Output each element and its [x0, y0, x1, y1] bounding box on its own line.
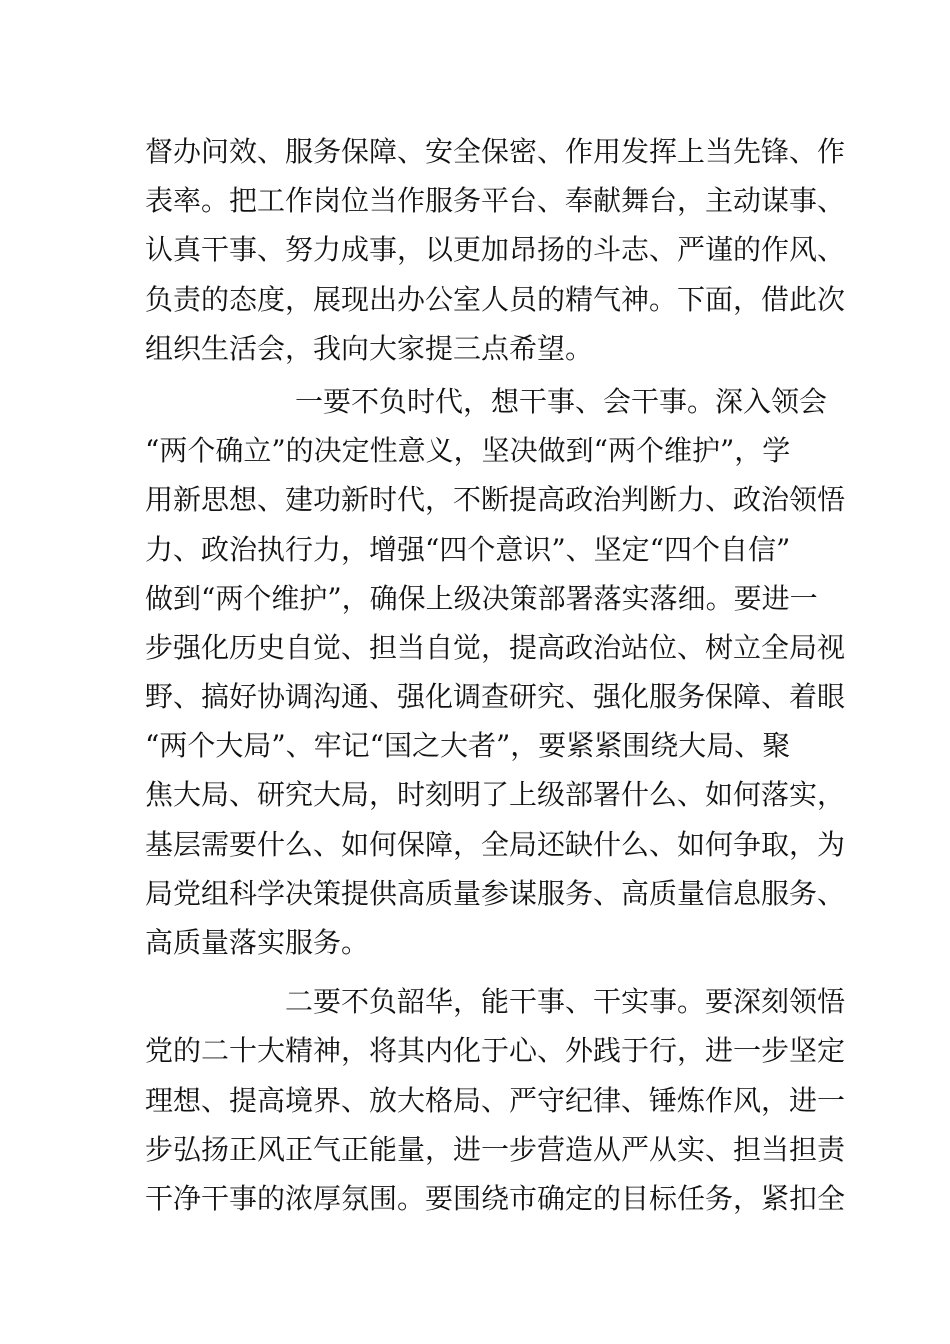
text-line: 步强化历史自觉、担当自觉，提高政治站位、树立全局视: [145, 630, 846, 664]
text-line: 督办问效、服务保障、安全保密、作用发挥上当先锋、作: [145, 135, 846, 168]
text-line: 野、搞好协调沟通、强化调查研究、强化服务保障、着眼: [145, 680, 846, 714]
paragraph-2: [145, 377, 846, 967]
text-line: “两个大局”、牢记“国之大者”，要紧紧围绕大局、聚: [145, 729, 791, 763]
text-line: 焦大局、研究大局，时刻明了上级部署什么、如何落实，: [145, 778, 846, 812]
text-line: 做到“两个维护”，确保上级决策部署落实落细。要进一: [145, 581, 818, 615]
text-line: 负责的态度，展现出办公室人员的精气神。下面，借此次: [145, 282, 846, 316]
text-line: 步弘扬正风正气正能量，进一步营造从严从实、担当担责: [145, 1132, 846, 1166]
text-line: 干净干事的浓厚氛围。要围绕市确定的目标任务，紧扣全: [145, 1181, 846, 1215]
text-line: “两个确立”的决定性意义，坚决做到“两个维护”，学: [145, 434, 791, 468]
text-line: 组织生活会，我向大家提三点希望。: [145, 331, 594, 365]
text-line: 党的二十大精神，将其内化于心、外践于行，进一步坚定: [145, 1034, 846, 1068]
text-line: 理想、提高境界、放大格局、严守纪律、锤炼作风，进一: [145, 1083, 846, 1117]
text-line: 力、政治执行力，增强“四个意识”、坚定“四个自信”: [145, 532, 791, 566]
paragraph-1: [145, 127, 846, 373]
text-line: 局党组科学决策提供高质量参谋服务、高质量信息服务、: [145, 876, 846, 910]
paragraph-3: [145, 977, 846, 1223]
text-line: 表率。把工作岗位当作服务平台、奉献舞台，主动谋事、: [145, 184, 846, 218]
document-body: [145, 127, 846, 1223]
text-line: 基层需要什么、如何保障，全局还缺什么、如何争取，为: [145, 827, 846, 861]
text-line: 一要不负时代，想干事、会干事。深入领会: [295, 384, 828, 418]
text-line: 高质量落实服务。: [145, 926, 370, 959]
text-line: 用新思想、建功新时代，不断提高政治判断力、政治领悟: [145, 483, 846, 517]
text-line: 二要不负韶华，能干事、干实事。要深刻领悟: [285, 985, 846, 1019]
text-line: 认真干事、努力成事，以更加昂扬的斗志、严谨的作风、: [145, 233, 846, 267]
